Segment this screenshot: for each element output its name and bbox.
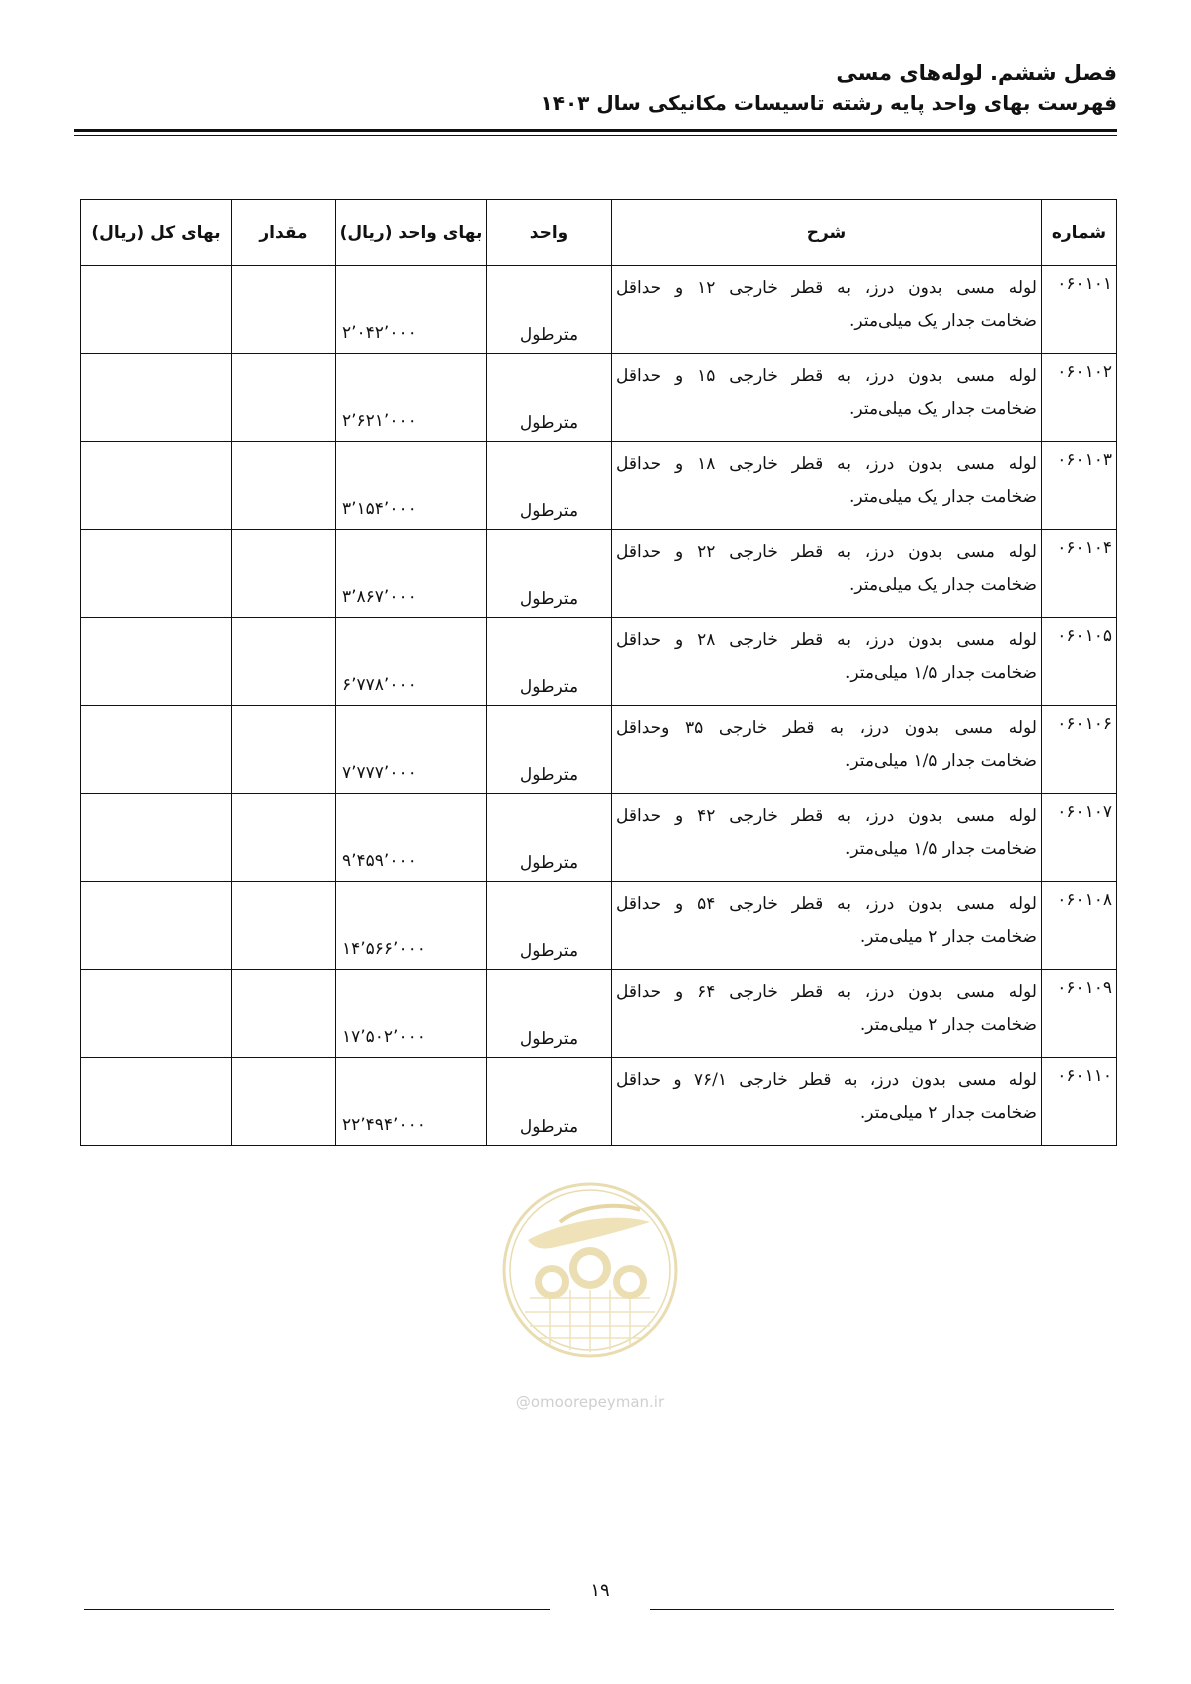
page-header (74, 58, 1117, 118)
table-row (81, 706, 1117, 794)
cell-quantity (232, 882, 336, 970)
cell-code: ۰۶۰۱۰۸ (1042, 882, 1117, 970)
cell-unit: مترطول (487, 882, 612, 970)
cell-unit-price: ۳٬۸۶۷٬۰۰۰ (336, 530, 487, 618)
cell-description (612, 266, 1042, 354)
table-row (81, 442, 1117, 530)
cell-description (612, 618, 1042, 706)
cell-unit-price: ۷٬۷۷۷٬۰۰۰ (336, 706, 487, 794)
desc-line-1: لوله مسی بدون درز، به قطر خارجی ۱۲ و حداقل (616, 278, 1037, 298)
col-header-unit: واحد (487, 200, 612, 266)
cell-description (612, 706, 1042, 794)
col-header-total-price: بهای کل (ریال) (81, 200, 232, 266)
desc-line-2: ضخامت جدار یک میلی‌متر. (849, 311, 1037, 331)
cell-unit: مترطول (487, 618, 612, 706)
desc-line-2: ضخامت جدار ۲ میلی‌متر. (859, 1103, 1037, 1123)
col-header-unit-price: بهای واحد (ریال) (336, 200, 487, 266)
desc-line-2: ضخامت جدار ۲ میلی‌متر. (859, 927, 1037, 947)
table-row (81, 266, 1117, 354)
cell-description (612, 970, 1042, 1058)
cell-total-price (81, 1058, 232, 1146)
cell-code: ۰۶۰۱۰۹ (1042, 970, 1117, 1058)
cell-description (612, 794, 1042, 882)
desc-line-2: ضخامت جدار یک میلی‌متر. (849, 575, 1037, 595)
cell-quantity (232, 354, 336, 442)
cell-unit: مترطول (487, 794, 612, 882)
cell-unit-price: ۹٬۴۵۹٬۰۰۰ (336, 794, 487, 882)
cell-total-price (81, 354, 232, 442)
desc-line-2: ضخامت جدار یک میلی‌متر. (849, 399, 1037, 419)
page-number: ۱۹ (590, 1580, 610, 1601)
cell-quantity (232, 442, 336, 530)
table-row (81, 1058, 1117, 1146)
cell-quantity (232, 618, 336, 706)
cell-total-price (81, 970, 232, 1058)
table-row (81, 354, 1117, 442)
desc-line-1: لوله مسی بدون درز، به قطر خارجی ۵۴ و حداقل (616, 894, 1037, 914)
cell-description (612, 442, 1042, 530)
table-header-row (81, 200, 1117, 266)
desc-line-1: لوله مسی بدون درز، به قطر خارجی ۱۵ و حداقل (616, 366, 1037, 386)
cell-code: ۰۶۰۱۰۵ (1042, 618, 1117, 706)
cell-quantity (232, 266, 336, 354)
cell-total-price (81, 706, 232, 794)
cell-unit: مترطول (487, 1058, 612, 1146)
desc-line-1: لوله مسی بدون درز، به قطر خارجی ۷۶/۱ و حداقل (616, 1070, 1037, 1090)
desc-line-2: ضخامت جدار ۲ میلی‌متر. (859, 1015, 1037, 1035)
cell-description (612, 530, 1042, 618)
cell-quantity (232, 706, 336, 794)
cell-unit-price: ۱۴٬۵۶۶٬۰۰۰ (336, 882, 487, 970)
cell-unit: مترطول (487, 970, 612, 1058)
cell-total-price (81, 618, 232, 706)
cell-unit-price: ۱۷٬۵۰۲٬۰۰۰ (336, 970, 487, 1058)
cell-description (612, 1058, 1042, 1146)
desc-line-2: ضخامت جدار ۱/۵ میلی‌متر. (844, 751, 1037, 771)
cell-unit: مترطول (487, 706, 612, 794)
cell-total-price (81, 794, 232, 882)
footer-rule-left (84, 1609, 550, 1610)
footer-rule-right (650, 1609, 1114, 1610)
desc-line-2: ضخامت جدار ۱/۵ میلی‌متر. (844, 839, 1037, 859)
table-row (81, 970, 1117, 1058)
desc-line-1: لوله مسی بدون درز، به قطر خارجی ۲۸ و حداقل (616, 630, 1037, 650)
col-header-description: شرح (612, 200, 1042, 266)
cell-unit: مترطول (487, 266, 612, 354)
cell-quantity (232, 1058, 336, 1146)
cell-code: ۰۶۰۱۰۴ (1042, 530, 1117, 618)
table-row (81, 530, 1117, 618)
watermark-seal-logo (500, 1180, 680, 1360)
cell-description (612, 354, 1042, 442)
cell-code: ۰۶۰۱۱۰ (1042, 1058, 1117, 1146)
cell-description (612, 882, 1042, 970)
header-rule-thick (74, 129, 1117, 132)
table-row (81, 882, 1117, 970)
watermark-site: @omoorepeyman.ir (515, 1393, 665, 1411)
cell-unit-price: ۲۲٬۴۹۴٬۰۰۰ (336, 1058, 487, 1146)
cell-code: ۰۶۰۱۰۶ (1042, 706, 1117, 794)
cell-unit-price: ۶٬۷۷۸٬۰۰۰ (336, 618, 487, 706)
cell-total-price (81, 882, 232, 970)
desc-line-1: لوله مسی بدون درز، به قطر خارجی ۳۵ وحداقل (616, 718, 1037, 738)
cell-total-price (81, 266, 232, 354)
chapter-title: فصل ششم. لوله‌های مسی (836, 61, 1117, 85)
desc-line-1: لوله مسی بدون درز، به قطر خارجی ۴۲ و حداقل (616, 806, 1037, 826)
cell-unit: مترطول (487, 530, 612, 618)
desc-line-1: لوله مسی بدون درز، به قطر خارجی ۲۲ و حداقل (616, 542, 1037, 562)
cell-code: ۰۶۰۱۰۲ (1042, 354, 1117, 442)
table-row (81, 794, 1117, 882)
cell-total-price (81, 530, 232, 618)
desc-line-1: لوله مسی بدون درز، به قطر خارجی ۱۸ و حداقل (616, 454, 1037, 474)
cell-unit-price: ۲٬۰۴۲٬۰۰۰ (336, 266, 487, 354)
cell-code: ۰۶۰۱۰۷ (1042, 794, 1117, 882)
cell-quantity (232, 794, 336, 882)
header-rule-thin (74, 135, 1117, 136)
cell-code: ۰۶۰۱۰۳ (1042, 442, 1117, 530)
desc-line-2: ضخامت جدار یک میلی‌متر. (849, 487, 1037, 507)
table-row (81, 618, 1117, 706)
document-title: فهرست بهای واحد پایه رشته تاسیسات مکانیکی سال ۱۴۰۳ (540, 91, 1117, 115)
cell-unit: مترطول (487, 442, 612, 530)
col-header-quantity: مقدار (232, 200, 336, 266)
cell-quantity (232, 530, 336, 618)
desc-line-1: لوله مسی بدون درز، به قطر خارجی ۶۴ و حداقل (616, 982, 1037, 1002)
desc-line-2: ضخامت جدار ۱/۵ میلی‌متر. (844, 663, 1037, 683)
col-header-code: شماره (1042, 200, 1117, 266)
price-table (80, 199, 1117, 1146)
cell-quantity (232, 970, 336, 1058)
cell-unit: مترطول (487, 354, 612, 442)
cell-unit-price: ۲٬۶۲۱٬۰۰۰ (336, 354, 487, 442)
cell-unit-price: ۳٬۱۵۴٬۰۰۰ (336, 442, 487, 530)
cell-total-price (81, 442, 232, 530)
cell-code: ۰۶۰۱۰۱ (1042, 266, 1117, 354)
